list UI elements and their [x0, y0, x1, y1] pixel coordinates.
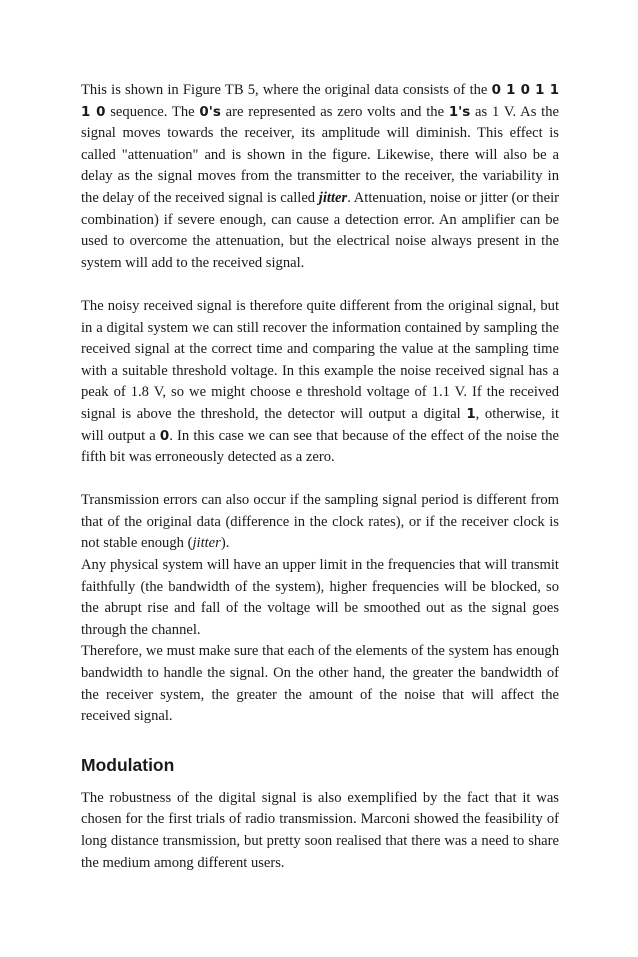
text-run: ). — [220, 535, 230, 552]
paragraph-bandwidth-noise: Therefore, we must make sure that each of the elements of the system has enough bandwidth to handle the signal. On the other hand, the greater the bandwidth of the receiver system, the greater the amount of the noise that will affect the received signal. — [81, 643, 559, 725]
jitter-term: jitter — [318, 189, 348, 206]
text-run: . Attenuation, noise or jitter (or their combination) if severe enough, can cause a detection error. An amplifier can be used to overcome the attenuation, but the electrical noise always present in the system will add to the received signal. — [81, 189, 559, 271]
text-run: This is shown in Figure TB 5, where the original data consists of the — [81, 82, 492, 98]
section-heading-modulation: Modulation — [81, 754, 175, 775]
text-run: as 1 V. As the signal moves towards the receiver, its amplitude will diminish. This effect is called "attenuation" and is shown in the figure. Likewise, there will also be a delay as the signal moves from the transmitter to the receiver, the variability in the delay of the received signal is called — [81, 103, 560, 206]
jitter-term: jitter — [192, 535, 221, 552]
paragraph-noise-threshold — [81, 296, 559, 469]
text-run: sequence. The — [105, 103, 200, 120]
document-page — [81, 80, 559, 874]
text-run: Transmission errors can also occur if the sampling signal period is different from that of the original data (difference in the clock rates), or if the receiver clock is not stable enough ( — [81, 492, 559, 552]
text-run: are represented as zero volts and the — [220, 103, 449, 120]
text-run: The noisy received signal is therefore quite different from the original signal, but in a digital system we can still recover the information contained by sampling the received signal at the correct time and comparing the value at the sampling time with a suitable threshold voltage. In this example the noise received signal has a peak of 1.8 V, so we might choose e threshold voltage of 1.1 V. If the received signal is above the threshold, the detector will output a digital — [81, 297, 559, 422]
text-run: . In this case we can see that because of the effect of the noise the fifth bit was erroneously detected as a zero. — [81, 427, 559, 466]
text-run: , otherwise, it will output a — [81, 405, 559, 444]
paragraph-transmission-errors — [81, 490, 559, 555]
digital-one: 1 — [466, 406, 476, 422]
zeros-term: 0's — [199, 104, 221, 120]
paragraph-signal-attenuation — [81, 80, 559, 274]
ones-term: 1's — [448, 104, 471, 120]
paragraph-modulation: The robustness of the digital signal is also exemplified by the fact that it was chosen for the first trials of radio transmission. Marconi showed the feasibility of long distance transmission, but pretty soon realised that there was a need to share the medium among different users. — [81, 789, 559, 871]
bit-sequence: 0 1 0 1 1 1 0 — [81, 83, 560, 120]
digital-zero: 0 — [159, 428, 170, 444]
paragraph-bandwidth-limit: Any physical system will have an upper limit in the frequencies that will transmit faithfully (the bandwidth of the system), higher frequencies will be blocked, so the abrupt rise and fall of the voltage will be smoothed out as the signal goes through the channel. — [81, 557, 559, 638]
